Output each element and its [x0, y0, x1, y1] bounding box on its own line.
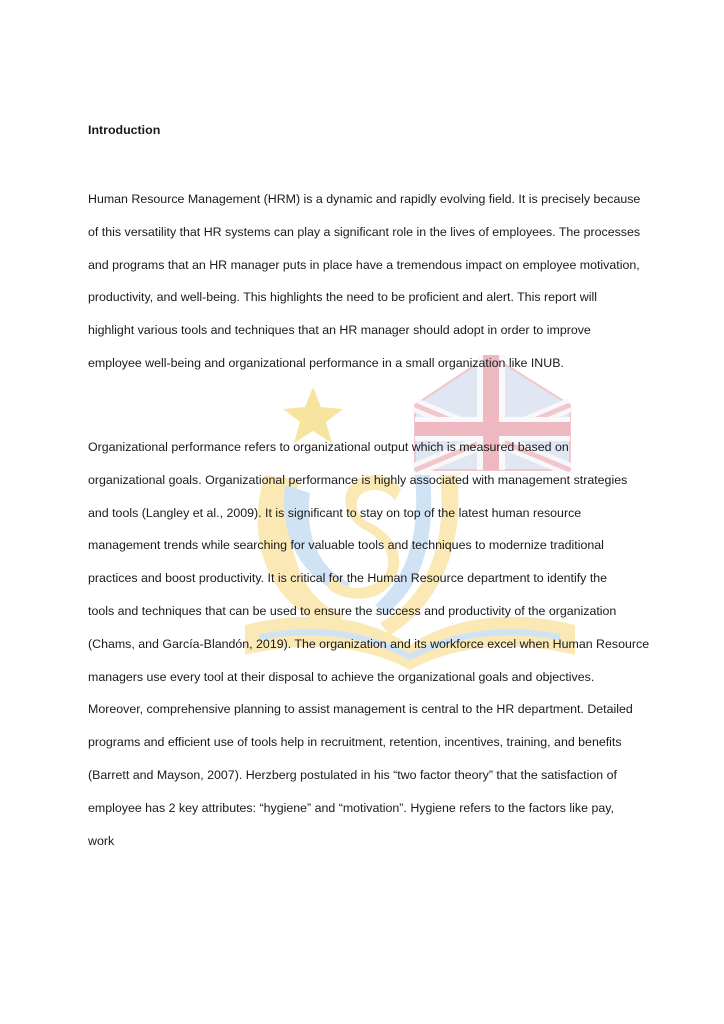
- paragraph-intro: [88, 183, 648, 380]
- text-line: and programs that an HR manager puts in place have a tremendous impact on employee motivation,: [88, 257, 640, 272]
- text-line: of this versatility that HR systems can play a significant role in the lives of employees. The processes: [88, 224, 641, 239]
- text-line: and tools (Langley et al., 2009). It is significant to stay on top of the latest human resource: [88, 505, 582, 520]
- text-line: tools and techniques that can be used to ensure the success and productivity of the organization: [88, 603, 617, 618]
- text-line: practices and boost productivity. It is critical for the Human Resource department to identify the: [88, 571, 608, 586]
- text-line: work: [88, 833, 115, 848]
- text-line: (Barrett and Mayson, 2007). Herzberg postulated in his “two factor theory” that the satisfaction of: [88, 767, 617, 782]
- text-line: organizational goals. Organizational performance is highly associated with management strategies: [88, 472, 628, 487]
- text-line: managers use every tool at their disposal to achieve the organizational goals and objectives.: [88, 669, 595, 684]
- text-line: productivity, and well-being. This highlights the need to be proficient and alert. This report will: [88, 290, 597, 305]
- text-line: management trends while searching for valuable tools and techniques to modernize traditional: [88, 538, 604, 553]
- section-heading: Introduction: [88, 123, 161, 137]
- text-line: employee has 2 key attributes: “hygiene” and “motivation”. Hygiene refers to the factors like pay,: [88, 800, 614, 815]
- text-line: highlight various tools and techniques that an HR manager should adopt in order to improve: [88, 323, 591, 338]
- text-line: (Chams, and García-Blandón, 2019). The organization and its workforce excel when Human Resource: [88, 636, 650, 651]
- text-line: employee well-being and organizational performance in a small organization like INUB.: [88, 355, 564, 370]
- text-line: programs and efficient use of tools help in recruitment, retention, incentives, training, and benefits: [88, 735, 622, 750]
- text-line: Human Resource Management (HRM) is a dynamic and rapidly evolving field. It is precisely because: [88, 192, 641, 206]
- text-line: Organizational performance refers to organizational output which is measured based on: [88, 440, 569, 454]
- text-line: Moreover, comprehensive planning to assist management is central to the HR department. Detailed: [88, 702, 633, 717]
- paragraph-performance: [88, 431, 648, 857]
